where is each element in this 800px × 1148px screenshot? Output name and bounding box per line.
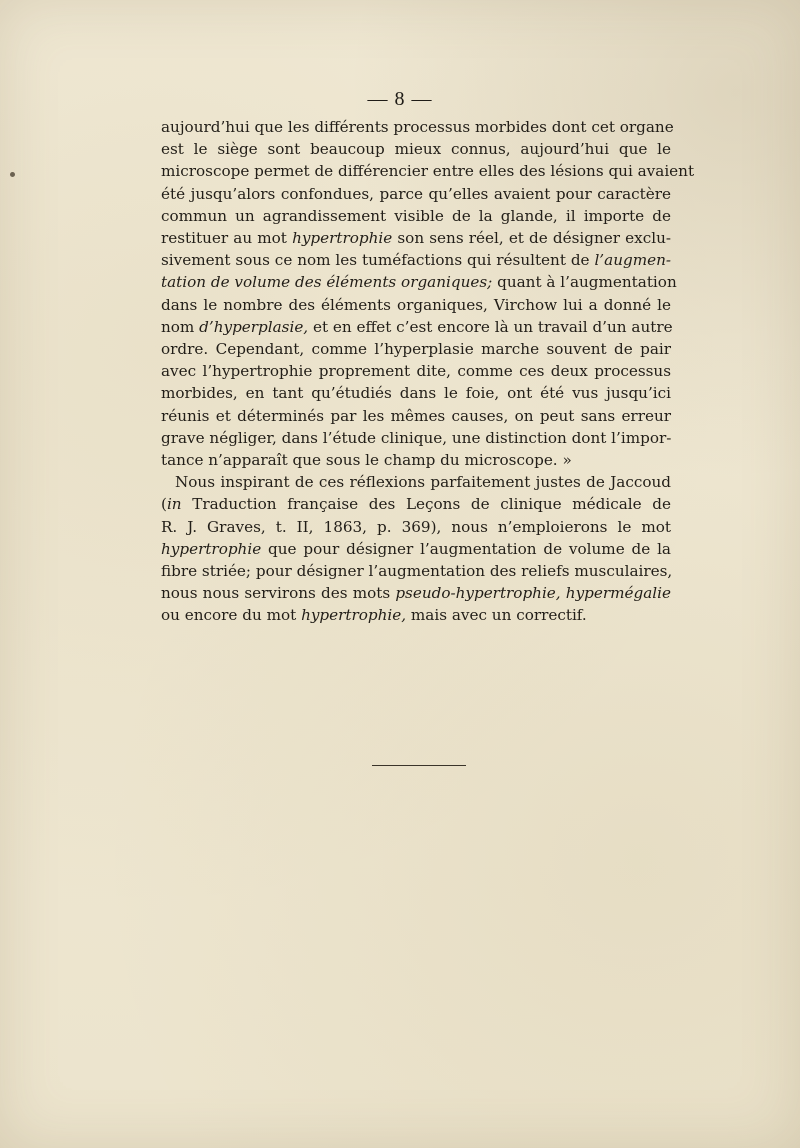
page-number: — 8 —	[367, 88, 433, 110]
text-line	[161, 205, 671, 227]
line-text: (	[161, 495, 167, 514]
text-line	[161, 227, 671, 249]
italic-term: hypertrophie	[161, 539, 262, 558]
text-line	[161, 382, 671, 404]
line-text: microscope permet de différencier entre elles des lésions qui avaient	[161, 162, 695, 181]
italic-term: l’augmen-	[594, 251, 671, 270]
text-line	[161, 405, 671, 427]
text-line	[161, 560, 671, 582]
line-text: fibre striée; pour désigner l’augmentation des reliefs musculaires,	[161, 562, 673, 581]
line-text: nous nous servirons des mots	[161, 584, 396, 603]
italic-term: tation de volume des éléments organiques;	[161, 273, 493, 292]
line-text: commun un agrandissement visible de la glande, il importe de	[161, 206, 671, 225]
line-text: avec l’hypertrophie proprement dite, comme ces deux processus	[161, 362, 671, 381]
line-text: dans le nombre des éléments organiques, Virchow lui a donné le	[161, 295, 671, 314]
line-text: été jusqu’alors confondues, parce qu’elles avaient pour caractère	[161, 184, 671, 203]
line-text: R. J. Graves, t. II, 1863, p. 369), nous n’emploierons le mot	[161, 517, 671, 536]
text-line	[161, 160, 695, 182]
line-text: Nous inspirant de ces réflexions parfaitement justes de Jaccoud	[175, 473, 671, 492]
line-text: nom	[161, 317, 200, 336]
line-text: restituer au mot	[161, 229, 293, 248]
line-text: ou encore du mot	[161, 606, 302, 625]
text-line	[161, 249, 671, 271]
text-line	[161, 493, 671, 515]
line-text: tance n’apparaît que sous le champ du microscope. »	[161, 451, 572, 470]
text-line	[161, 316, 671, 338]
line-text: quant à l’augmentation	[492, 273, 677, 292]
line-text: son sens réel, et de désigner exclu-	[392, 229, 671, 248]
italic-term: hypertrophie,	[301, 606, 407, 625]
text-line	[161, 471, 671, 493]
text-line	[161, 449, 671, 471]
text-line	[161, 427, 671, 449]
line-text: sivement sous ce nom les tuméfactions qui résultent de	[161, 251, 595, 270]
line-text: Traduction française des Leçons de clinique médicale de	[181, 495, 671, 514]
line-text: aujourd’hui que les différents processus morbides dont cet organe	[161, 118, 674, 136]
italic-term: pseudo-hypertrophie, hypermégalie	[395, 584, 672, 603]
line-text: et en effet c’est encore là un travail d’un autre	[308, 317, 673, 336]
italic-term: d’hyperplasie,	[199, 317, 309, 336]
body-text	[161, 116, 695, 627]
line-text: que pour désigner l’augmentation de volume de la	[261, 539, 671, 558]
line-text: morbides, en tant qu’étudiés dans le foie, ont été vus jusqu’ici	[161, 384, 671, 403]
line-text: réunis et déterminés par les mêmes causes, on peut sans erreur	[161, 406, 671, 425]
text-line	[161, 183, 671, 205]
line-text: ordre. Cependant, comme l’hyperplasie marche souvent de pair	[161, 340, 671, 359]
text-line	[161, 582, 671, 604]
line-text: est le siège sont beaucoup mieux connus, aujourd’hui que le	[161, 140, 671, 159]
text-line	[161, 538, 671, 560]
line-text: mais avec un correctif.	[406, 606, 587, 625]
page-edge-mark	[10, 172, 15, 177]
text-line	[161, 294, 671, 316]
text-line	[161, 271, 677, 293]
italic-term: hypertrophie	[292, 229, 393, 248]
text-line	[161, 604, 671, 626]
italic-term: in	[166, 495, 182, 514]
text-line	[161, 116, 674, 138]
section-divider	[372, 765, 466, 766]
text-line	[161, 516, 671, 538]
text-line	[161, 338, 671, 360]
text-line	[161, 138, 671, 160]
line-text: grave négliger, dans l’étude clinique, une distinction dont l’impor-	[161, 428, 672, 447]
text-line	[161, 360, 671, 382]
